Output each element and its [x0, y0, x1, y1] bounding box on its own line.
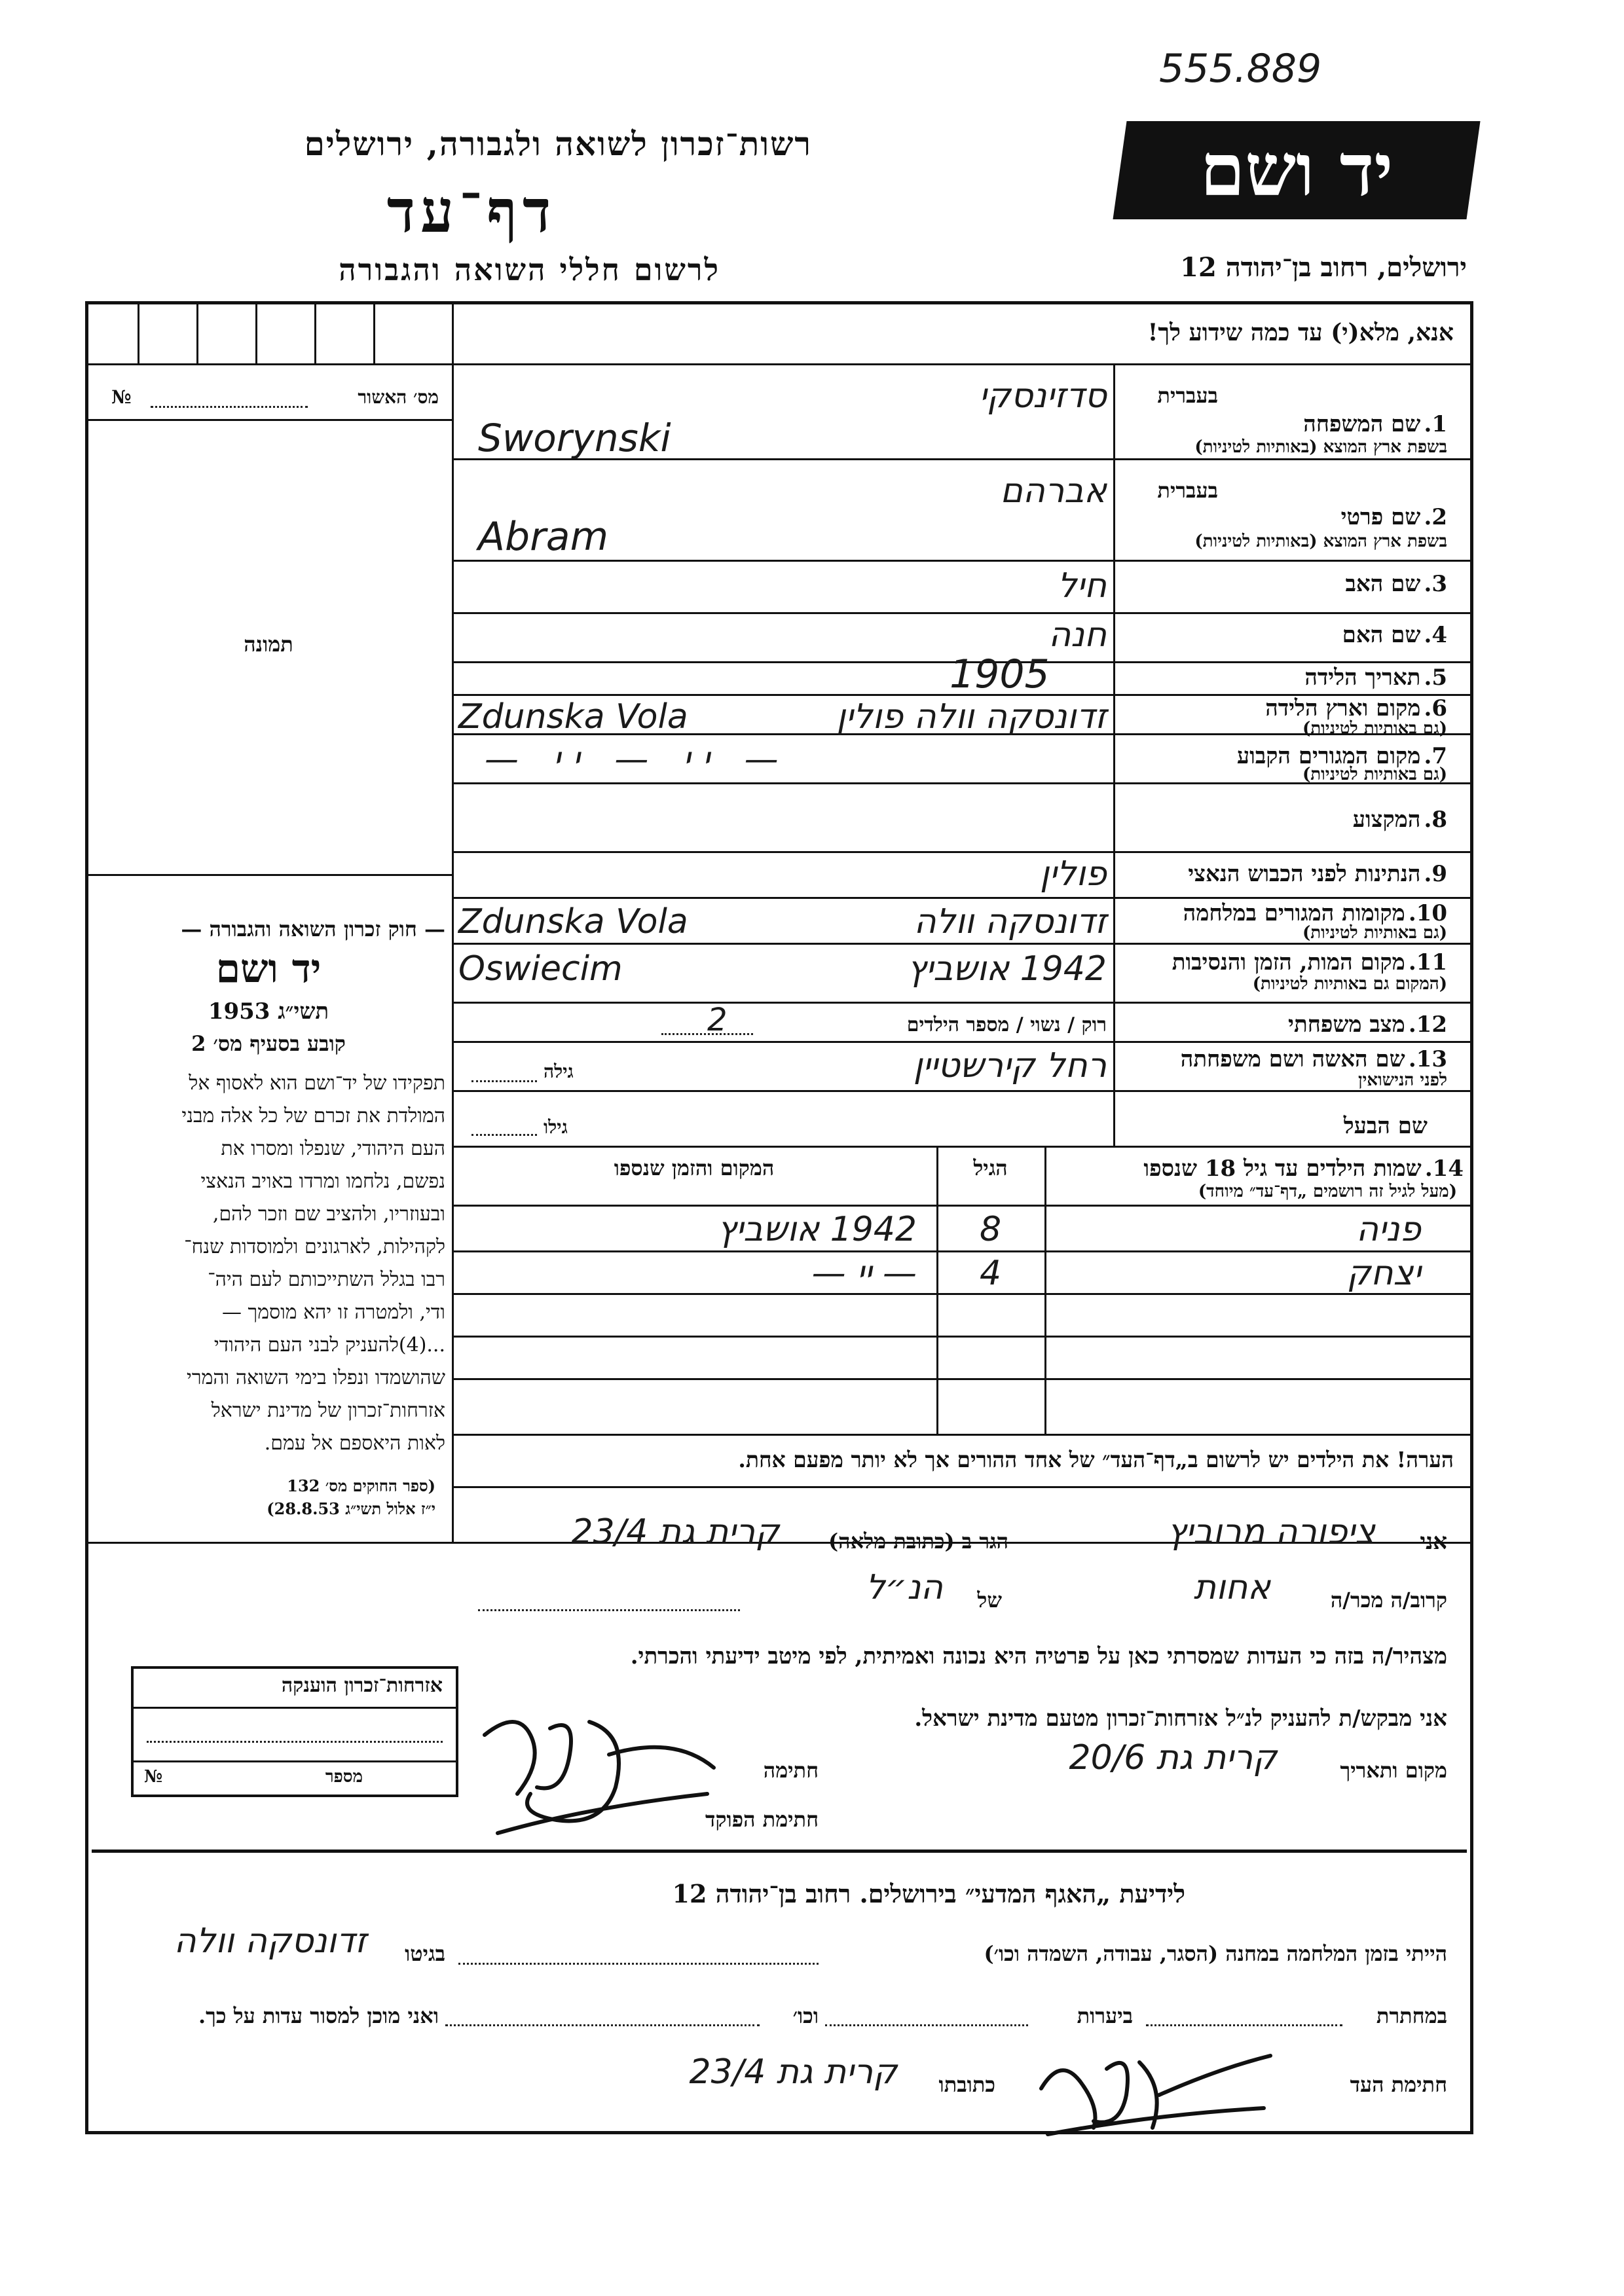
- field-7-value[interactable]: — יי — יי —: [485, 740, 790, 779]
- children-col-place-header: המקום והזמן שנספו: [614, 1156, 775, 1180]
- cell-divider: [314, 301, 316, 363]
- law-ref-2: י״ז אלול תשי״ג 28.8.53): [267, 1499, 435, 1518]
- of-label: של: [977, 1588, 1002, 1613]
- field-5-label: [1120, 665, 1447, 691]
- row-line: [452, 1293, 1473, 1295]
- row-line: [134, 1707, 456, 1709]
- field-2-title: שם פרטי: [1340, 504, 1421, 530]
- address: ירושלים, רחוב בן־יהודה 12: [1180, 252, 1467, 283]
- field-9-value[interactable]: פולין: [1040, 854, 1107, 894]
- field-10-number: 10.: [1408, 900, 1447, 926]
- left-panel-divider: [452, 301, 454, 1542]
- law-ref-1: (ספר החוקים מס׳ 132: [287, 1476, 435, 1495]
- authority-name: רשות־זכרון לשואה ולגבורה, ירושלים: [304, 124, 812, 163]
- forests-label: ביערות: [1077, 2003, 1133, 2028]
- field-12-children[interactable]: 2: [707, 1002, 728, 1038]
- row-line: [452, 943, 1473, 945]
- ready-text: ואני מוכן למסור עדות על כך.: [198, 2003, 439, 2028]
- law-text-line: נפשם, נלחמו ומרדו באויב הנאצי: [200, 1170, 445, 1193]
- field-8-number: 8.: [1424, 807, 1447, 833]
- field-9-number: 9.: [1424, 861, 1447, 887]
- citizenship-number-sign: №: [144, 1767, 163, 1787]
- field-2-latin-value[interactable]: Abram: [478, 514, 609, 560]
- child-age[interactable]: 8: [979, 1210, 1002, 1249]
- relation-value[interactable]: אחות: [1193, 1568, 1270, 1607]
- field-11-sub: (המקום גם באותיות לטיניות): [1252, 974, 1447, 994]
- signature-label: חתימה: [763, 1758, 819, 1783]
- field-6-title: מקום וארץ הלידה: [1265, 695, 1421, 721]
- declarant-name[interactable]: ציפורה מרוביץ: [1167, 1512, 1375, 1552]
- request-text: אני מבקש/ת להעניק לנ״ל אזרחות־זכרון מטעם מדינת ישראל.: [914, 1705, 1447, 1732]
- field-2-sub: בשפת ארץ המוצא (באותיות לטיניות): [1194, 532, 1447, 551]
- row-line: [452, 851, 1473, 853]
- law-text: [95, 1067, 445, 1460]
- field-9-title: הנתינות לפני הכבוש הנאצי: [1188, 861, 1421, 887]
- footer-title: לידיעת „האגף המדעי״ בירושלים. רחוב בן־יהודה 12: [672, 1879, 1185, 1908]
- field-4-label: [1120, 622, 1447, 648]
- children-col-age-header: הגיל: [973, 1156, 1008, 1180]
- field-3-title: שם האב: [1345, 571, 1421, 597]
- field-10-sub: (גם באותיות לטיניות): [1302, 923, 1447, 943]
- field-13-age-label: גילה: [544, 1061, 574, 1082]
- witness-signature: [1022, 2030, 1283, 2141]
- field-10-latin-value[interactable]: Zdunska Vola: [458, 902, 688, 941]
- field-2-hebrew-value[interactable]: אברהם: [1000, 471, 1107, 511]
- law-name: יד ושם: [215, 946, 322, 992]
- field-4-value[interactable]: חנה: [1048, 615, 1107, 655]
- place-date-label: מקום ותאריך: [1340, 1758, 1447, 1783]
- law-year: תשי״ג 1953: [208, 998, 329, 1025]
- row-line: [85, 874, 452, 876]
- row-line: [452, 1434, 1473, 1436]
- field-13-value[interactable]: רחל קירשטיין: [913, 1046, 1107, 1085]
- field-13-sub: לפני הנישואין: [1357, 1070, 1447, 1090]
- field-7-number: 7.: [1424, 743, 1447, 769]
- field-5-number: 5.: [1424, 665, 1447, 691]
- field-1-sub: בשפת ארץ המוצא (באותיות לטיניות): [1194, 437, 1447, 457]
- witness-address-value[interactable]: קרית גת 23/4: [689, 2052, 897, 2092]
- field-5-title: תאריך הלידה: [1304, 665, 1421, 691]
- hebrew-tag-2: בעברית: [1157, 478, 1218, 503]
- law-title: — חוק זכרון השואה והגבורה —: [181, 917, 445, 941]
- field-7-sub: (גם באותיות לטיניות): [1302, 765, 1447, 784]
- declarant-signature: [458, 1696, 733, 1846]
- photo-label: תמונה: [244, 632, 293, 657]
- row-line: [452, 612, 1473, 614]
- field-3-value[interactable]: חיל: [1057, 566, 1107, 606]
- of-value[interactable]: הנ״ל: [866, 1568, 943, 1607]
- field-4-title: שם האם: [1342, 622, 1421, 648]
- row-line: [85, 419, 452, 421]
- field-11-label: [1120, 949, 1447, 975]
- field-6-hebrew-value[interactable]: זדונסקה וולה פולין: [836, 697, 1107, 737]
- declaration-text: מצהיר/ה בזה כי העדות שמסרתי כאן על פרטיה היא נכונה ואמיתית, לפי מיטב ידיעתי והכרתי.: [630, 1643, 1447, 1669]
- field-10-label: [1120, 900, 1447, 926]
- field-11-title: מקום המות, הזמן והנסיבות: [1172, 949, 1405, 975]
- child-place[interactable]: — יי —: [811, 1254, 917, 1293]
- declarant-i-label: אני: [1420, 1529, 1447, 1555]
- field-12-number: 12.: [1408, 1011, 1447, 1038]
- row-line: [134, 1760, 456, 1762]
- law-text-line: המולדת את זכרם של כל אלה מבני: [181, 1104, 445, 1127]
- law-text-line: רבו בגלל השתייכותם לעם היה־: [208, 1268, 445, 1291]
- law-text-line: ודי, ולמטרה זו יהא מוסמך —: [221, 1301, 445, 1324]
- field-11-number: 11.: [1408, 949, 1447, 975]
- row-line: [452, 560, 1473, 562]
- row-line: [452, 1146, 1473, 1148]
- cell-divider: [255, 301, 257, 363]
- field-2-label: [1120, 504, 1447, 530]
- approval-label: מס׳ האשור: [358, 386, 439, 408]
- underground-label: במחתרת: [1376, 2003, 1447, 2028]
- archive-number: 555.889: [1159, 46, 1322, 92]
- underground-dots: [1146, 2024, 1342, 2026]
- approval-dots: [151, 406, 308, 408]
- field-2-number: 2.: [1424, 504, 1447, 530]
- field-11-hebrew-value[interactable]: 1942 אושביץ: [907, 949, 1107, 989]
- ghetto-value[interactable]: זדונסקה וולה: [174, 1922, 367, 1961]
- cell-divider: [373, 301, 375, 363]
- wife-age-dots: [471, 1080, 537, 1082]
- officer-signature-label: חתימת הפוקד: [705, 1807, 819, 1832]
- field-3-label: [1120, 571, 1447, 597]
- hebrew-tag-1: בעברית: [1157, 383, 1218, 408]
- field-12-label: [1120, 1011, 1447, 1038]
- children-number: 14.: [1424, 1156, 1464, 1182]
- law-text-line: לקהילות, לארגונים ולמוסדות שנח־: [184, 1235, 445, 1258]
- declarant-address[interactable]: קרית גת 23/4: [571, 1512, 779, 1552]
- law-text-line: ...(4)להעניק לבני העם היהודי: [213, 1334, 445, 1357]
- field-11-latin-value[interactable]: Oswiecim: [458, 949, 623, 989]
- husband-age-dots: [471, 1134, 537, 1136]
- label-column-divider: [1113, 363, 1115, 1146]
- law-text-line: תפקידו של יד־ושם הוא לאסוף אל: [189, 1072, 445, 1095]
- declarant-resides-label: הגר ב (כתובת מלאה): [828, 1529, 1008, 1554]
- ghetto-label: בגיטו: [405, 1941, 445, 1966]
- law-text-line: ובעוזריו, ולהציב שם וזכר להם,: [212, 1203, 445, 1226]
- husband-age-label: גילו: [544, 1116, 568, 1138]
- relation-label: קרוב/ה מכר/ה: [1330, 1588, 1447, 1613]
- field-4-number: 4.: [1424, 622, 1447, 648]
- field-6-number: 6.: [1424, 695, 1447, 721]
- instruction: אנא, מלא(י) עד כמה שידוע לך!: [1147, 319, 1454, 346]
- field-1-hebrew-value[interactable]: סדזינסקי: [979, 376, 1107, 416]
- citizenship-box: [131, 1666, 458, 1797]
- cell-divider: [138, 301, 139, 363]
- etc-dots: [445, 2024, 760, 2026]
- children-col-name: [1044, 1146, 1046, 1434]
- logo: [1113, 121, 1480, 219]
- footer-line1-label: הייתי בזמן המלחמה במחנה (הסגר, עבודה, השמדה וכו׳): [984, 1941, 1447, 1966]
- logo-text: יד ושם: [1200, 128, 1393, 212]
- box-dots: [147, 1741, 443, 1743]
- law-text-line: אזרחות־זכרון של מדינת ישראל: [211, 1399, 445, 1422]
- row-line: [452, 1336, 1473, 1338]
- children-sub: (מעל לגיל זה רושמים „דף־עד״ מיוחד): [1198, 1182, 1457, 1201]
- field-10-hebrew-value[interactable]: זדונסקה וולה: [913, 902, 1107, 941]
- witness-address-label: כתובתו: [938, 2072, 995, 2097]
- children-label: [1051, 1156, 1464, 1182]
- row-line: [452, 1090, 1473, 1092]
- field-1-title: שם המשפחה: [1303, 411, 1421, 437]
- row-line: [452, 1378, 1473, 1380]
- law-text-line: העם היהודי, שנפלו ומסרו את: [221, 1137, 445, 1160]
- approval-number-no: №: [111, 386, 132, 408]
- footer-divider: [92, 1850, 1467, 1853]
- field-13-title: שם האשה ושם משפחתה: [1180, 1046, 1405, 1072]
- form-title: דף־עד: [386, 177, 557, 246]
- field-8-title: המקצוע: [1352, 807, 1421, 833]
- field-12-title: מצב משפחתי: [1288, 1011, 1405, 1038]
- camp-dots: [458, 1963, 819, 1965]
- field-5-value[interactable]: 1905: [950, 651, 1050, 697]
- field-3-number: 3.: [1424, 571, 1447, 597]
- row-line: [452, 1205, 1473, 1207]
- of-dots: [478, 1609, 740, 1611]
- law-clause: קובע בסעיף מס׳ 2: [191, 1031, 346, 1056]
- witness-signature-label: חתימת העד: [1350, 2072, 1447, 2097]
- child-age[interactable]: 4: [979, 1254, 1002, 1293]
- field-6-label: [1120, 695, 1447, 721]
- citizenship-number-label: מספר: [325, 1767, 363, 1787]
- field-6-latin-value[interactable]: Zdunska Vola: [458, 697, 688, 737]
- field-1-latin-value[interactable]: Sworynski: [478, 416, 671, 460]
- children-dots: [661, 1033, 753, 1035]
- note: הערה! את הילדים יש לרשום ב„דף־העד״ של אחד ההורים אך לא יותר מפעם אחת.: [738, 1447, 1454, 1472]
- field-10-title: מקומות המגורים במלחמה: [1183, 900, 1405, 926]
- child-name[interactable]: פניה: [1356, 1210, 1421, 1249]
- children-title: שמות הילדים עד גיל 18 שנספו: [1143, 1156, 1422, 1182]
- child-place[interactable]: 1942 אושביץ: [717, 1210, 917, 1249]
- etc-label: וכו׳: [792, 2003, 819, 2028]
- field-1-label: [1120, 411, 1447, 437]
- law-text-line: שהושמדו ונפלו בימי השואה והמרי: [186, 1366, 445, 1389]
- row-line: [452, 1002, 1473, 1004]
- place-date-value[interactable]: קרית גת 20/6: [1069, 1738, 1277, 1777]
- row-line: [452, 1041, 1473, 1043]
- forests-dots: [825, 2024, 1028, 2026]
- form-subtitle: לרשום חללי השואה והגבורה: [339, 252, 720, 287]
- husband-label: שם הבעל: [1343, 1113, 1428, 1139]
- field-1-number: 1.: [1424, 411, 1447, 437]
- row-line: [85, 363, 1473, 365]
- field-7-title: מקום המגורים הקבוע: [1236, 743, 1421, 769]
- row-line: [452, 1486, 1473, 1488]
- field-12-options: רוק / נשוי / מספר הילדים: [906, 1013, 1107, 1036]
- cell-divider: [196, 301, 198, 363]
- field-13-label: [1120, 1046, 1447, 1072]
- citizenship-title: אזרחות־זכרון הוענקה: [281, 1674, 443, 1697]
- field-13-number: 13.: [1408, 1046, 1447, 1072]
- child-name[interactable]: יצחק: [1346, 1254, 1421, 1293]
- field-6-sub: (גם באותיות לטיניות): [1302, 719, 1447, 738]
- row-line: [452, 1250, 1473, 1252]
- law-text-line: לאות היאספם אל עמם.: [264, 1432, 445, 1455]
- field-9-label: [1120, 861, 1447, 887]
- row-line: [452, 897, 1473, 899]
- field-8-label: [1120, 807, 1447, 833]
